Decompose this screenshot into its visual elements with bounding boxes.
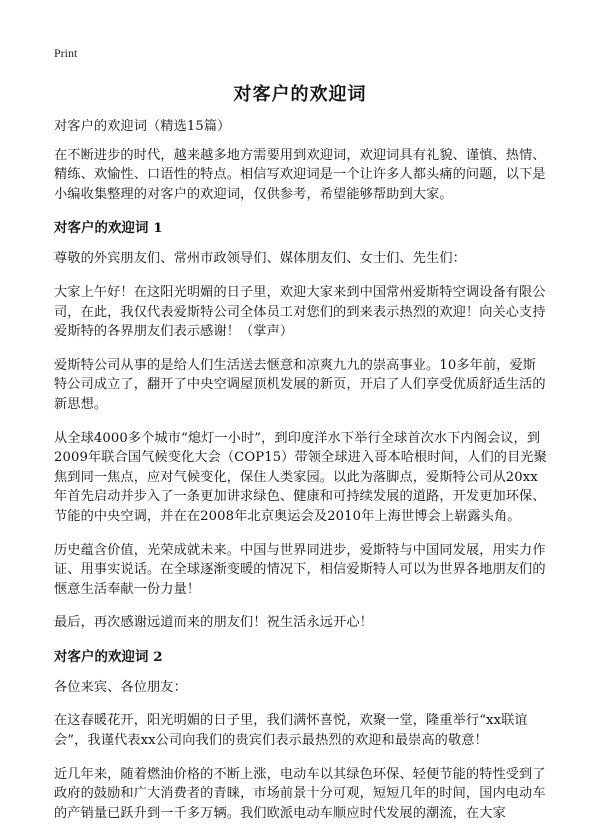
section1-paragraph-4: 从全球4000多个城市“熄灯一小时”，到印度洋水下举行全球首次水下内阁会议，到2009年联合国气候变化大会（COP15）带领全球进入哥本哈根时间，人们的目光聚焦到同一焦点，应对气候变化，保住人类家园。以此为落脚点，爱斯特公司从20xx年首先启动并步入了一条更加讲求绿色、健康和可持续发展的道路，开发更加环保、节能的中央空调，并在在2008年北京奥运会及2010年上海世博会上崭露头角。: [54, 430, 547, 524]
intro-paragraph: 在不断进步的时代，越来越多地方需要用到欢迎词，欢迎词具有礼貌、谨慎、热情、精练、欢愉性、口语性的特点。相信写欢迎词是一个让许多人都头痛的问题，以下是小编收集整理的对客户的欢迎词，仅供参考，希望能够帮助到大家。: [54, 147, 546, 202]
document-body: [54, 117, 548, 837]
page-title: 对客户的欢迎词: [233, 84, 367, 105]
section2-paragraph-1: 各位来宾、各位朋友：: [54, 679, 187, 695]
section-heading-1: 对客户的欢迎词 1: [54, 220, 163, 237]
section1-paragraph-5: 历史蕴含价值，光荣成就未来。中国与世界同进步，爱斯特与中国同发展，用实力作证、用事实说话。在全球逐渐变暖的情况下，相信爱斯特人可以为世界各地朋友们的惬意生活奉献一份力量！: [54, 542, 546, 597]
document-subtitle: 对客户的欢迎词（精选15篇）: [54, 119, 231, 134]
print-link[interactable]: Print: [54, 46, 78, 60]
section1-paragraph-1: 尊敬的外宾朋友们、常州市政领导们、媒体朋友们、女士们、先生们：: [54, 251, 466, 267]
section1-paragraph-2: 大家上午好！在这阳光明媚的日子里，欢迎大家来到中国常州爱斯特空调设备有限公司，在此，我仅代表爱斯特公司全体员工对您们的到来表示热烈的欢迎！向关心支持爱斯特的各界朋友们表示感谢！（掌声）: [54, 284, 546, 340]
section-heading-2: 对客户的欢迎词 2: [54, 648, 163, 665]
section2-paragraph-3: 近几年来，随着燃油价格的不断上涨，电动车以其绿色环保、轻便节能的特性受到了政府的鼓励和广大消费者的青睐，市场前景十分可观，短短几年的时间，国内电动车的产销量已跃升到一千多万辆。我们欧派电动车顺应时代发展的潮流，在大家: [54, 766, 546, 821]
section1-paragraph-6: 最后，再次感谢远道而来的朋友们！祝生活永远开心！: [54, 615, 373, 631]
section1-paragraph-3: 爱斯特公司从事的是给人们生活送去惬意和凉爽九九的崇高事业。10多年前，爱斯特公司成立了，翻开了中央空调屋顶机发展的新页，开启了人们享受优质舒适生活的新思想。: [54, 357, 546, 412]
section2-paragraph-2: 在这春暖花开，阳光明媚的日子里，我们满怀喜悦，欢聚一堂，隆重举行“xx联谊会”，我谨代表xx公司向我们的贵宾们表示最热烈的欢迎和最崇高的敬意！: [54, 713, 528, 749]
